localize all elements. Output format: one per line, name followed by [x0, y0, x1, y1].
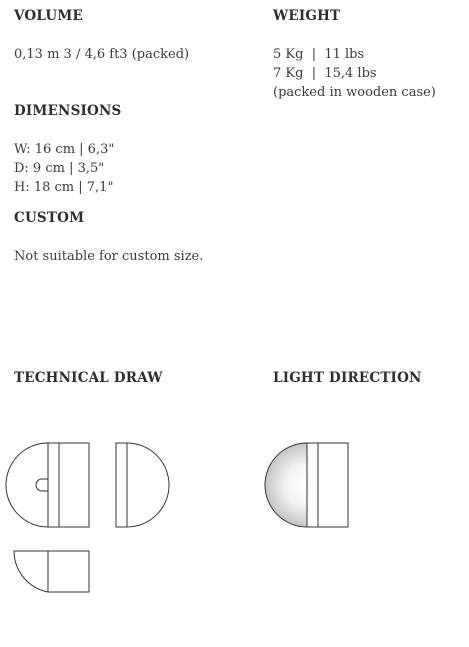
- volume-heading: VOLUME: [14, 8, 83, 24]
- technical-drawing-top-view: [12, 549, 92, 597]
- technical-drawing-front-view: [12, 441, 92, 531]
- light-glow-disc: [265, 443, 307, 527]
- weight-line: 5 Kg | 11 lbs: [273, 47, 365, 62]
- side-half-disc: [116, 443, 169, 527]
- dimension-height: H: 18 cm | 7,1": [14, 180, 114, 195]
- light-body-rect: [307, 443, 348, 527]
- light-direction-diagram: [271, 441, 351, 531]
- dimensions-values: [14, 140, 114, 197]
- half-disc-shape: [6, 443, 48, 527]
- weight-line: 7 Kg | 15,4 lbs: [273, 66, 377, 81]
- dimension-width: W: 16 cm | 6,3": [14, 142, 115, 157]
- weight-heading: WEIGHT: [273, 8, 341, 24]
- top-body-rect: [48, 551, 89, 592]
- technical-drawing-side-view: [113, 441, 163, 531]
- custom-value: Not suitable for custom size.: [14, 249, 204, 264]
- top-quarter-disc: [14, 551, 48, 592]
- dimensions-heading: DIMENSIONS: [14, 103, 122, 119]
- weight-values: [273, 45, 436, 102]
- dimension-depth: D: 9 cm | 3,5": [14, 161, 105, 176]
- light-direction-heading: LIGHT DIRECTION: [273, 370, 422, 386]
- body-rect: [48, 443, 89, 527]
- custom-heading: CUSTOM: [14, 210, 85, 226]
- technical-draw-heading: TECHNICAL DRAW: [14, 370, 163, 386]
- weight-line: (packed in wooden case): [273, 85, 436, 100]
- volume-value: 0,13 m 3 / 4,6 ft3 (packed): [14, 47, 190, 62]
